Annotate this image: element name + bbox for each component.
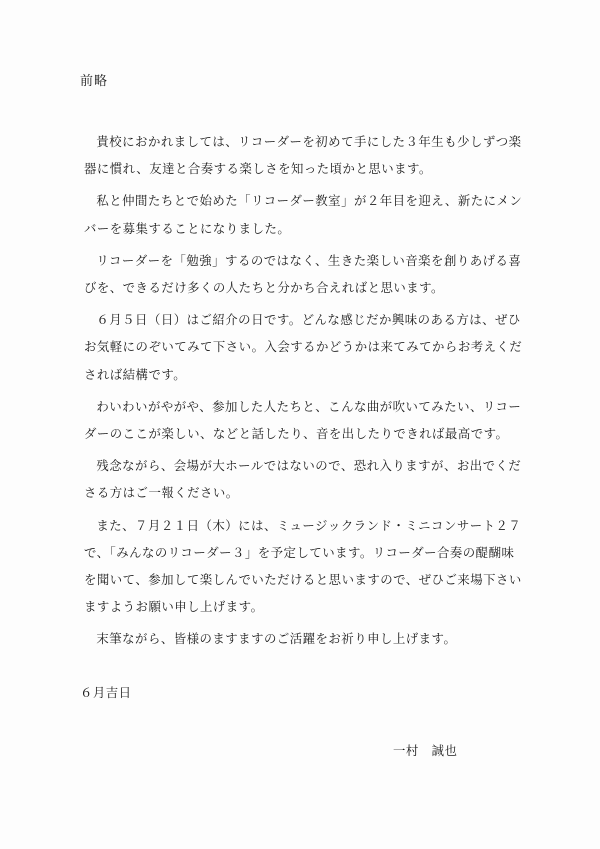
letter-paragraph: 私と仲間たちとで始めた「リコーダー教室」が２年目を迎え、新たにメン バーを募集することになりました。: [84, 193, 523, 236]
letter-paragraph: リコーダーを「勉強」するのではなく、生きた楽しい音楽を創りあげる喜 びを、できるだけ多くの人たちと分かち合えればと思います。: [84, 252, 522, 296]
letter-date: ６月吉日: [80, 685, 132, 700]
letter-paragraph: 残念ながら、会場が大ホールではないので、恐れ入りますが、お出でくだ さる方はご一報ください。: [84, 458, 522, 501]
letter-signature: 一村 誠也: [393, 743, 458, 758]
letter-opening: 前略: [80, 74, 109, 89]
letter-paragraph: わいわいがやがや、参加した人たちと、こんな曲が吹いてみたい、リコー ダーのここが楽しい、などと話したり、音を出したりできれば最高です。: [84, 398, 522, 442]
letter-body: [84, 128, 524, 658]
letter-paragraph: 貴校におかれましては、リコーダーを初めて手にした３年生も少しずつ楽 器に慣れ、友達と合奏する楽しさを知った頃かと思います。: [84, 134, 522, 177]
letter-paragraph: 末筆ながら、皆様のますますのご活躍をお祈り申し上げます。: [96, 631, 457, 647]
letter-paragraph: ６月５日（日）はご紹介の日です。どんな感じだか興味のある方は、ぜひ お気軽にのぞいてみて下さい。入会するかどうかは来てみてからお考えくだ されば結構です。: [84, 312, 523, 382]
letter-paragraph: また、７月２１日（木）には、ミュージックランド・ミニコンサート２７ で、「みんなのリコーダー３」を予定しています。リコーダー合奏の醍醐味 を聞いて、参加して楽しんでいただけると思いますので、ぜひご来場下さい ますようお願い申し上げます。: [84, 517, 522, 615]
